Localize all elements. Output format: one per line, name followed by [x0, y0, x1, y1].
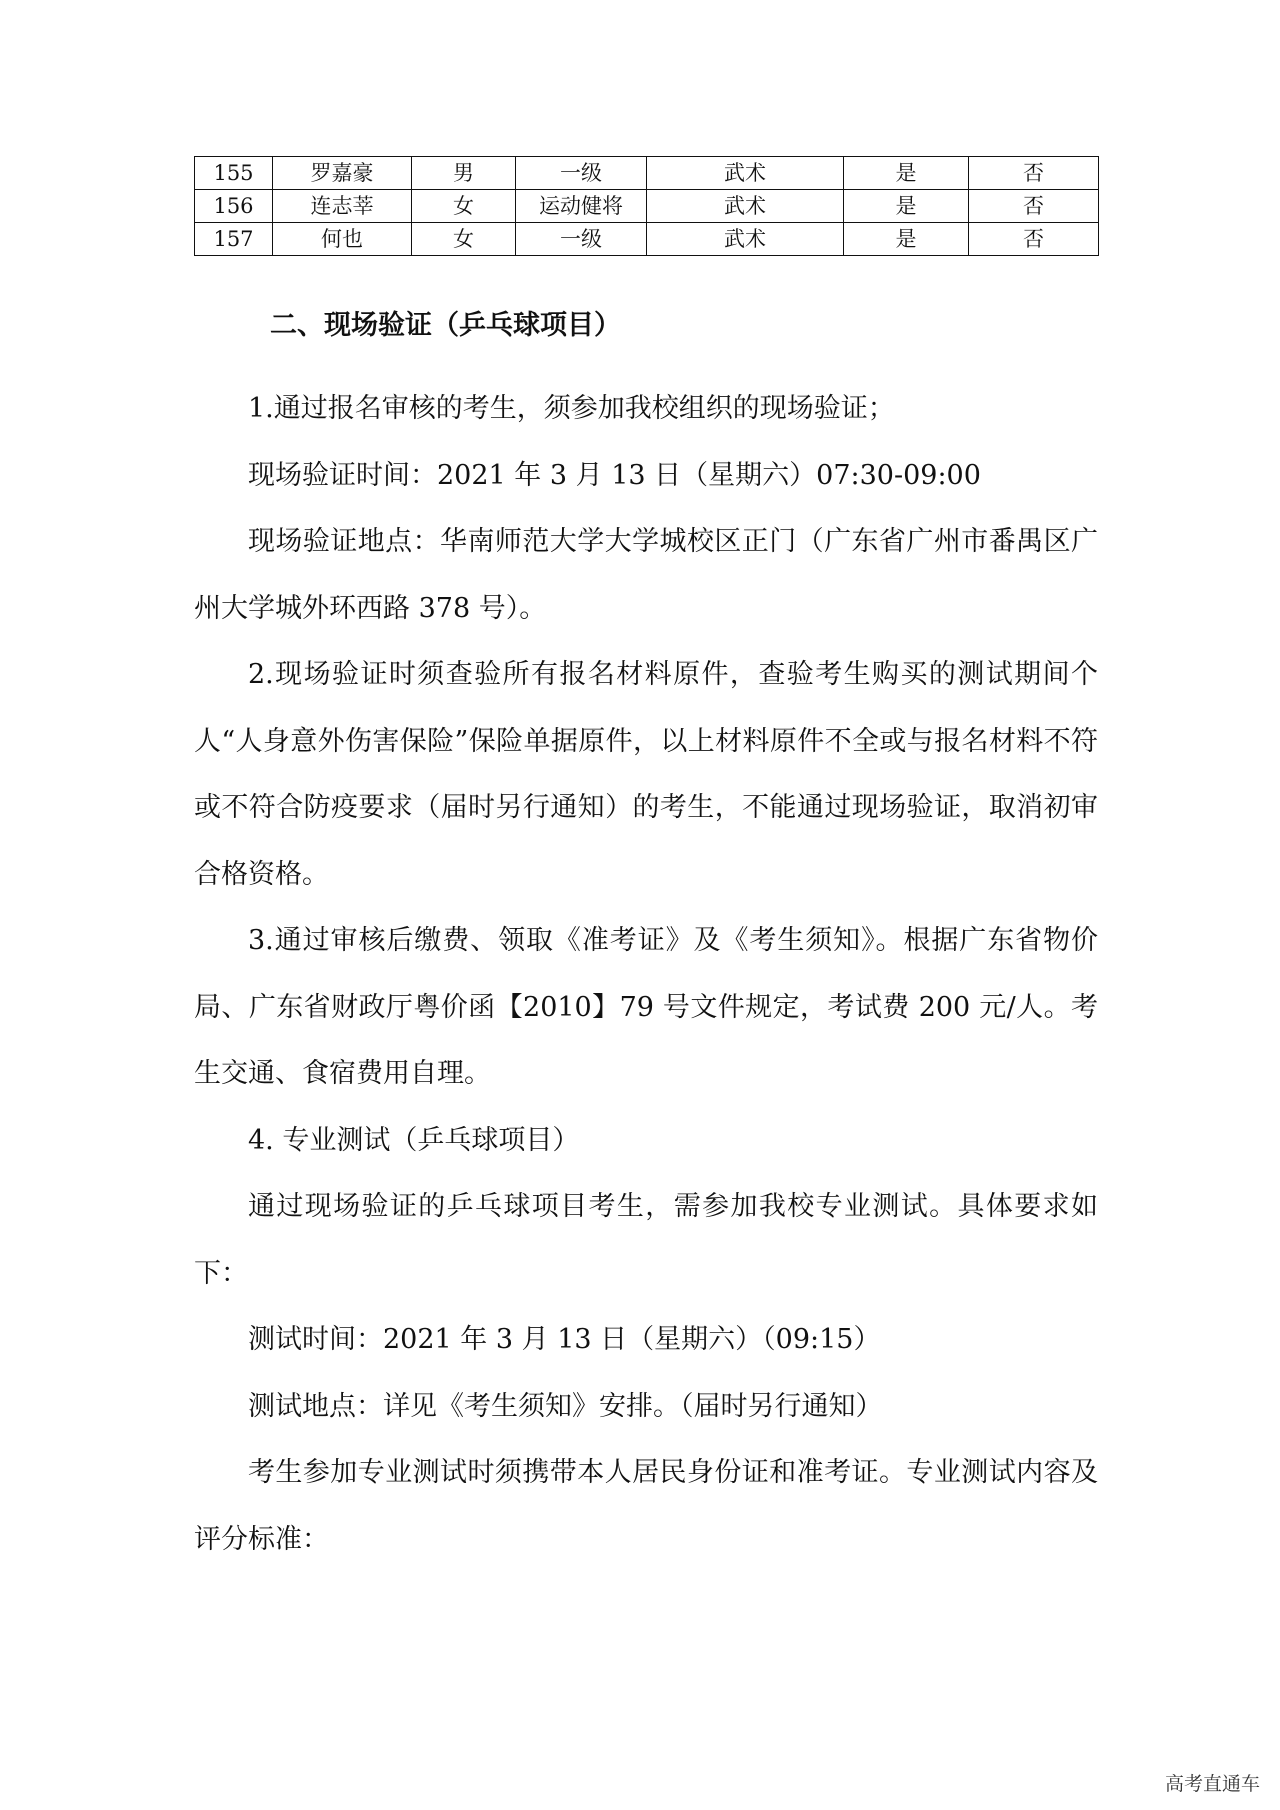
- table-cell-sport: 武术: [647, 190, 844, 223]
- table-cell-flag-b: 否: [969, 223, 1099, 256]
- table-cell-number: 156: [195, 190, 273, 223]
- paragraph-step-1: 1.通过报名审核的考生，须参加我校组织的现场验证；: [248, 393, 895, 424]
- table-cell-level: 运动健将: [516, 190, 647, 223]
- table-row: [195, 157, 1099, 190]
- athlete-table: [194, 156, 1099, 256]
- table-cell-flag-a: 是: [844, 223, 969, 256]
- table-cell-gender: 男: [412, 157, 516, 190]
- table-cell-sport: 武术: [647, 157, 844, 190]
- table-cell-name: 连志莘: [273, 190, 412, 223]
- paragraph-test-requirement: 通过现场验证的乒乓球项目考生，需参加我校专业测试。具体要求如下：: [194, 1191, 1098, 1289]
- table-cell-number: 157: [195, 223, 273, 256]
- table-cell-level: 一级: [516, 157, 647, 190]
- table-cell-name: 何也: [273, 223, 412, 256]
- table-cell-gender: 女: [412, 223, 516, 256]
- table-row: [195, 190, 1099, 223]
- paragraph-test-location: 测试地点：详见《考生须知》安排。（届时另行通知）: [248, 1390, 883, 1422]
- table-cell-name: 罗嘉豪: [273, 157, 412, 190]
- table-cell-flag-a: 是: [844, 157, 969, 190]
- athlete-table-body: [195, 157, 1099, 256]
- table-cell-flag-b: 否: [969, 190, 1099, 223]
- table-cell-level: 一级: [516, 223, 647, 256]
- table-row: [195, 223, 1099, 256]
- table-cell-number: 155: [195, 157, 273, 190]
- table-cell-flag-a: 是: [844, 190, 969, 223]
- table-cell-flag-b: 否: [969, 157, 1099, 190]
- paragraph-verification-location: 现场验证地点：华南师范大学大学城校区正门（广东省广州市番禺区广州大学城外环西路 378 号）。: [194, 526, 1098, 624]
- section-heading: 二、现场验证（乒乓球项目）: [270, 310, 621, 341]
- table-cell-sport: 武术: [647, 223, 844, 256]
- paragraph-test-content: 考生参加专业测试时须携带本人居民身份证和准考证。专业测试内容及评分标准：: [194, 1457, 1098, 1555]
- paragraph-test-time: 测试时间：2021 年 3 月 13 日（星期六）（09:15）: [248, 1324, 881, 1355]
- watermark: 高考直通车: [1164, 1773, 1260, 1795]
- table-cell-gender: 女: [412, 190, 516, 223]
- paragraph-step-3: 3.通过审核后缴费、领取《准考证》及《考生须知》。根据广东省物价局、广东省财政厅粤价函【2010】79 号文件规定，考试费 200 元/人。考生交通、食宿费用自理。: [194, 925, 1098, 1089]
- paragraph-step-4: 4. 专业测试（乒乓球项目）: [248, 1124, 580, 1156]
- body-text: [194, 376, 1098, 1573]
- paragraph-verification-time: 现场验证时间：2021 年 3 月 13 日（星期六）07:30-09:00: [248, 459, 981, 491]
- paragraph-step-2: 2.现场验证时须查验所有报名材料原件，查验考生购买的测试期间个人“人身意外伤害保险”保险单据原件，以上材料原件不全或与报名材料不符或不符合防疫要求（届时另行通知）的考生，不能通过现场验证，取消初审合格资格。: [194, 659, 1098, 890]
